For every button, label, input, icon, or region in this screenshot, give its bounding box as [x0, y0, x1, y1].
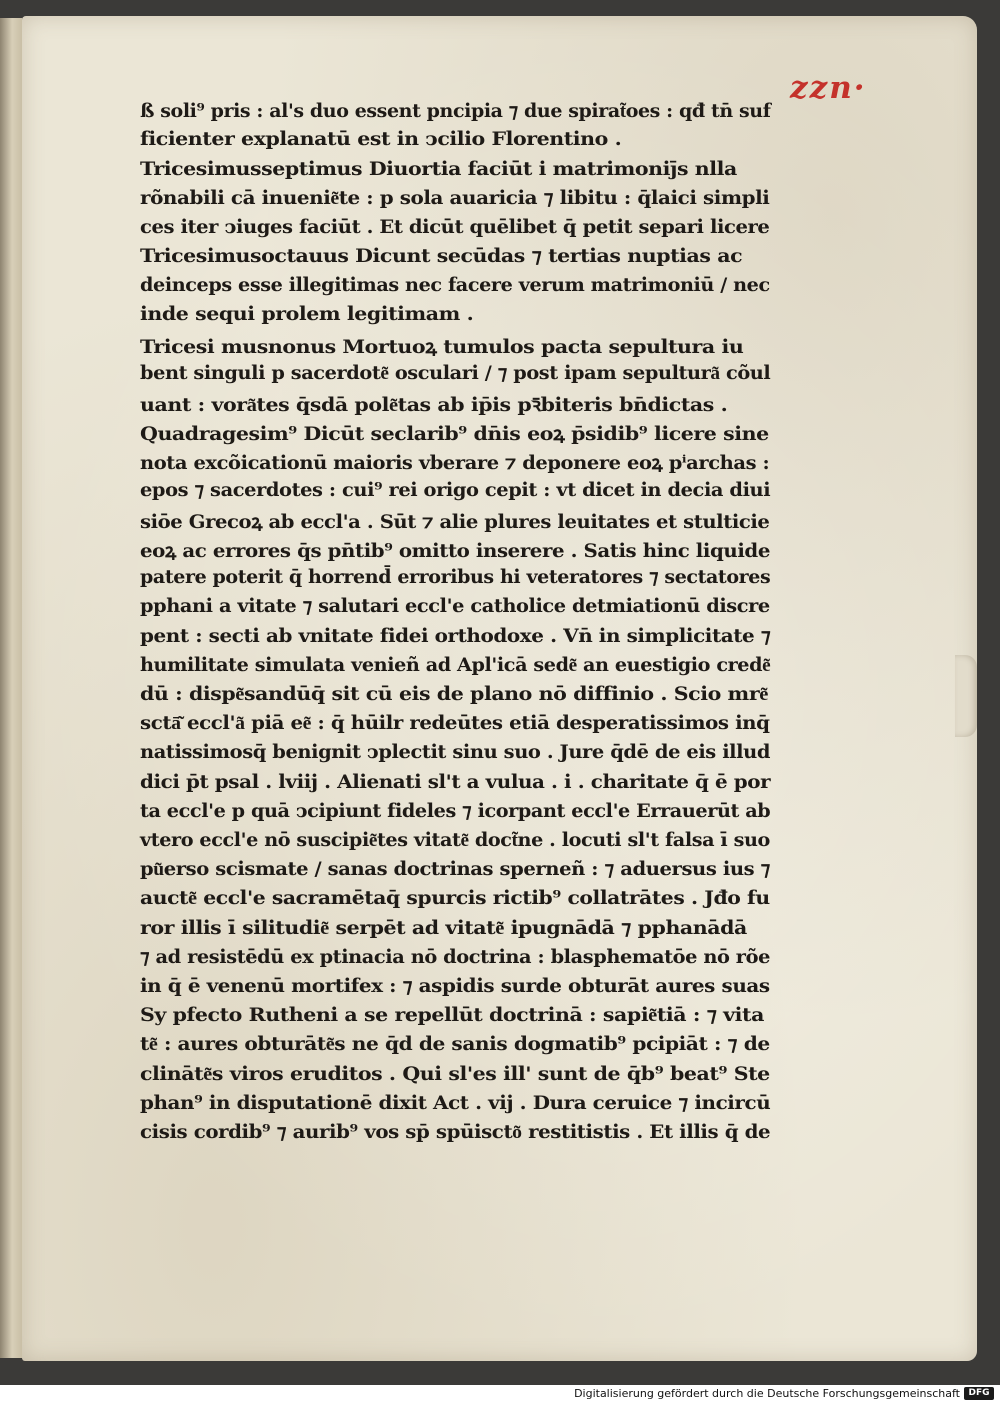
- text-line: bent singuli p sacerdote͂ osculari / ⁊ post ipam sepultura͂ cõul: [140, 362, 771, 384]
- text-line: clināte͂s viros eruditos . Qui sl'es ill' sunt de q̄b⁹ beat⁹ Ste: [140, 1063, 770, 1085]
- footer-bar: [0, 1385, 1000, 1403]
- text-line: Tricesimusseptimus Diuortia faciūt i matrimonij̄s nlla: [140, 158, 737, 180]
- text-line: Quadragesim⁹ Dicūt seclarib⁹ dn̄is eoꝝ p̄sidib⁹ licere sine: [140, 423, 769, 445]
- text-line: uant : vora͂tes q̄sdā pole͂tas ab ip̄is pꝛ̄biteris bn̄dictas .: [140, 394, 728, 416]
- text-line: epos ⁊ sacerdotes : cui⁹ rei origo cepit : vt dicet in decia diui: [140, 479, 771, 501]
- text-line: patere poterit q̄ horrend̄ erroribus hi veteratores ⁊ sectatores: [140, 566, 771, 588]
- text-line: ces iter ↄiuges faciūt . Et dicūt quēlibet q̄ petit separi licere: [140, 216, 770, 238]
- text-line: inde sequi prolem legitimam .: [140, 303, 474, 325]
- text-line: natissimosq̄ benignit ↄplectit sinu suo . Jure q̄dē de eis illud: [140, 741, 771, 763]
- text-line: sctā͂ eccl'a͂ piā ee͂ : q̄ hūilr redeūtes etiā desperatissimos inq̄: [140, 712, 770, 734]
- text-line: siōe Grecoꝝ ab eccl'a . Sūt ⁊ alie plures leuitates et stulticie: [140, 511, 770, 533]
- dfg-logo: DFG: [964, 1387, 994, 1400]
- text-line: pphani a vitate ⁊ salutari eccl'e catholice detmiationū discre: [140, 595, 770, 617]
- text-line: eoꝝ ac errores q̄s pn̄tib⁹ omitto inserere . Satis hinc liquide: [140, 540, 770, 562]
- folio-number: zzn·: [790, 70, 867, 106]
- text-line: Sy pfecto Rutheni a se repellūt doctrinā : sapie͂tiā : ⁊ vita: [140, 1004, 764, 1026]
- text-line: te͂ : aures obturāte͂s ne q̄d de sanis dogmatib⁹ pcipiāt : ⁊ de: [140, 1033, 770, 1055]
- text-line: phan⁹ in disputationē dixit Act . vij . Dura ceruice ⁊ incircū: [140, 1092, 771, 1114]
- text-line: vtero eccl'e nō suscipie͂tes vitate͂ doct͂ne . locuti sl't falsa ī suo: [140, 829, 770, 851]
- text-line: dici p̄t psal . lviij . Alienati sl't a vulua . i . charitate q̄ ē por: [140, 771, 771, 793]
- text-line: aucte͂ eccl'e sacramētaq̄ spurcis rictib⁹ collatrātes . Jđo fu: [140, 887, 770, 909]
- text-line: rõnabili cā inuenie͂te : p sola auaricia ⁊ libitu : q̄laici simpli: [140, 187, 770, 209]
- text-line: pent : secti ab vnitate fidei orthodoxe . Vn̄ in simplicitate ⁊: [140, 625, 771, 647]
- previous-leaf-edge: [0, 18, 23, 1358]
- text-line: nota excõicationū maioris vberare ⁊ deponere eoꝝ pⁱarchas :: [140, 452, 770, 474]
- text-line: ß soli⁹ pris : al's duo essent pncipia ⁊ due spirat͂oes : qđ tn̄ suf: [140, 100, 771, 122]
- text-line: cisis cordib⁹ ⁊ aurib⁹ vos sp̄ spūiscto͂ restitistis . Et illis q̄ de: [140, 1121, 771, 1143]
- page-tab: [955, 655, 977, 737]
- text-line: ficienter explanatū est in ↄcilio Florentino .: [140, 128, 622, 150]
- text-line: in q̄ ē venenū mortifex : ⁊ aspidis surde obturāt aures suas: [140, 975, 770, 997]
- text-line: ror illis ī silitudie͂ serpēt ad vitate͂ ipugnādā ⁊ pphanādā: [140, 917, 747, 939]
- text-line: ta eccl'e p quā ↄcipiunt fideles ⁊ icorpant eccl'e Errauerūt ab: [140, 800, 771, 822]
- text-line: ⁊ ad resistēdū ex ptinacia nō doctrina : blasphematōe nō rõe: [140, 946, 770, 968]
- funding-credit: Digitalisierung gefördert durch die Deutsche Forschungsgemeinschaft: [574, 1387, 960, 1400]
- text-line: deinceps esse illegitimas nec facere verum matrimoniū / nec: [140, 274, 770, 296]
- text-line: dū : dispe͂sandūq̄ sit cū eis de plano nō diffinio . Scio mre͂: [140, 683, 768, 705]
- text-line: Tricesi musnonus Mortuoꝝ tumulos pacta sepultura iu: [140, 336, 744, 358]
- text-line: pu͂erso scismate / sanas doctrinas sperneñ : ⁊ aduersus ius ⁊: [140, 858, 770, 880]
- text-line: humilitate simulata venieñ ad Apl'icā sede͂ an euestigio crede͂: [140, 654, 771, 676]
- text-line: Tricesimusoctauus Dicunt secūdas ⁊ tertias nuptias ac: [140, 245, 743, 267]
